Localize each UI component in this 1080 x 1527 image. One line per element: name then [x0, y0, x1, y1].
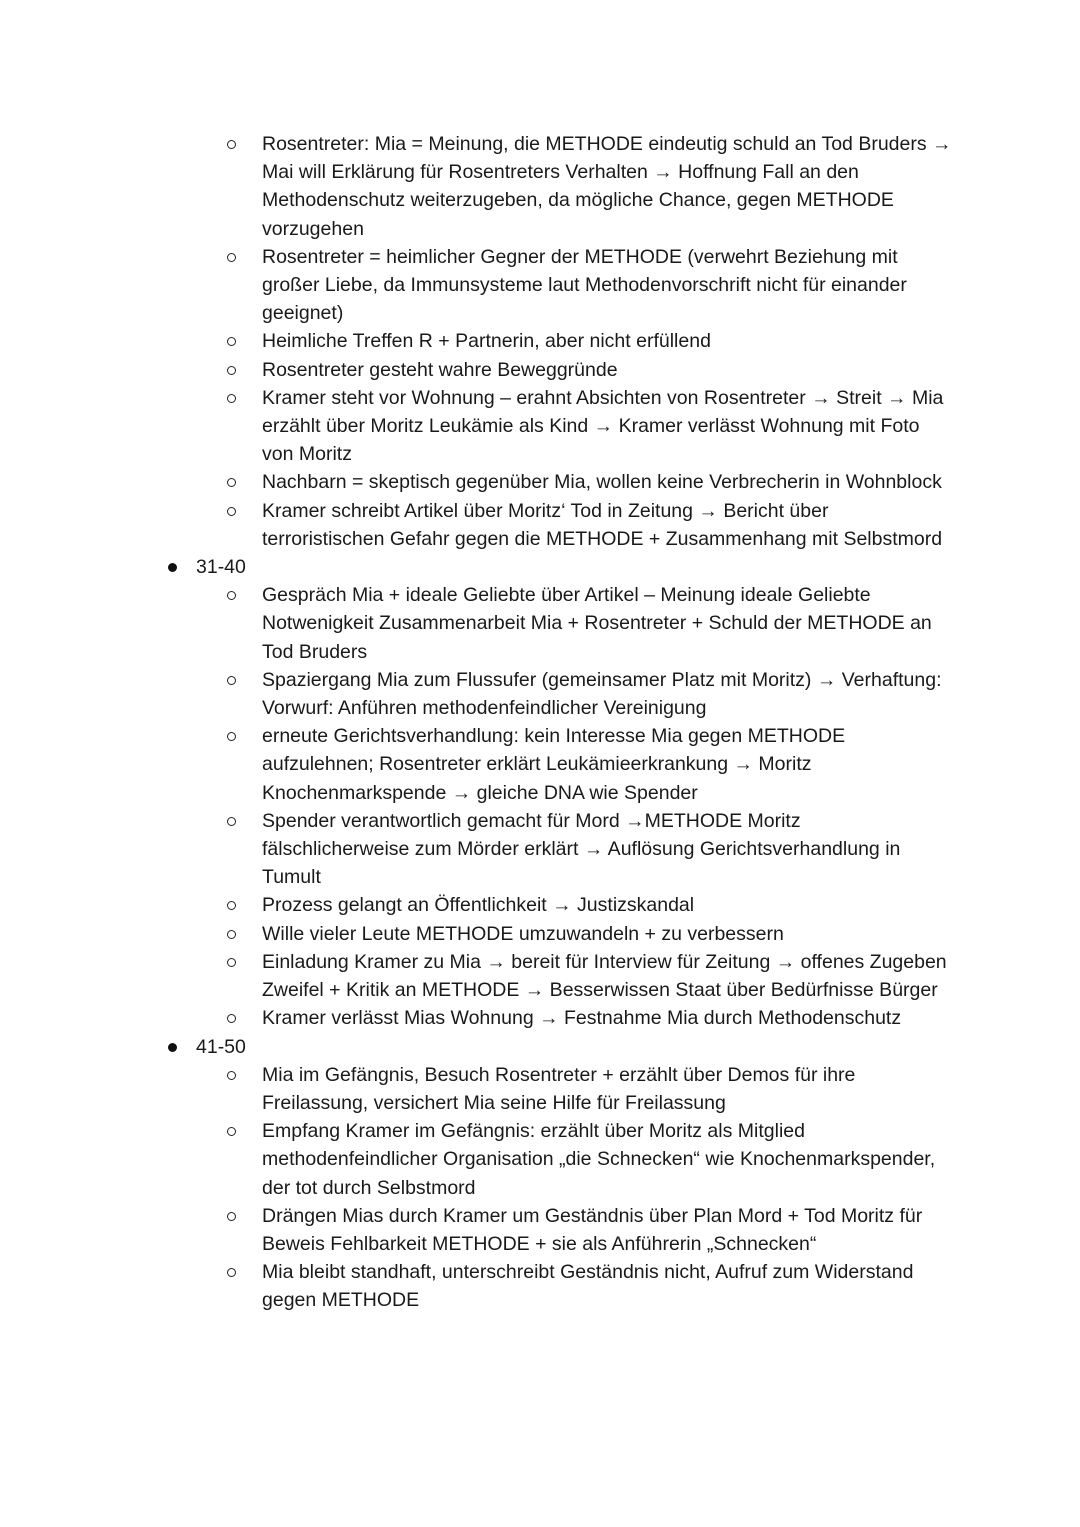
section-heading-31-40: 31-40	[196, 553, 1080, 581]
list-item: Heimliche Treffen R + Partnerin, aber nicht erfüllend	[262, 327, 952, 355]
group-1	[0, 581, 1080, 1032]
list-item: Mia im Gefängnis, Besuch Rosentreter + erzählt über Demos für ihre Freilassung, versichert Mia seine Hilfe für Freilassung	[262, 1061, 952, 1117]
list-item: Spender verantwortlich gemacht für Mord →METHODE Moritz fälschlicherweise zum Mörder erklärt → Auflösung Gerichtsverhandlung in Tumult	[262, 807, 952, 892]
list-item: Rosentreter gesteht wahre Beweggründe	[262, 356, 952, 384]
list-item: Prozess gelangt an Öffentlichkeit → Justizskandal	[262, 891, 952, 919]
list-item: Rosentreter = heimlicher Gegner der METHODE (verwehrt Beziehung mit großer Liebe, da Immunsysteme laut Methodenvorschrift nicht für einander geeignet)	[262, 243, 952, 328]
group-2	[0, 1061, 1080, 1315]
list-item: Drängen Mias durch Kramer um Geständnis über Plan Mord + Tod Moritz für Beweis Fehlbarkeit METHODE + sie als Anführerin „Schnecken“	[262, 1202, 952, 1258]
list-item: Spaziergang Mia zum Flussufer (gemeinsamer Platz mit Moritz) → Verhaftung: Vorwurf: Anführen methodenfeindlicher Vereinigung	[262, 666, 952, 722]
list-item: Kramer verlässt Mias Wohnung → Festnahme Mia durch Methodenschutz	[262, 1004, 952, 1032]
list-item: Rosentreter: Mia = Meinung, die METHODE eindeutig schuld an Tod Bruders → Mai will Erklärung für Rosentreters Verhalten → Hoffnung Fall an den Methodenschutz weiterzugeben, da mögliche Chance, gegen METHODE vorzugehen	[262, 130, 952, 243]
list-item: Wille vieler Leute METHODE umzuwandeln + zu verbessern	[262, 920, 952, 948]
list-item: Kramer steht vor Wohnung – erahnt Absichten von Rosentreter → Streit → Mia erzählt über Moritz Leukämie als Kind → Kramer verlässt Wohnung mit Foto von Moritz	[262, 384, 952, 469]
list-item: Kramer schreibt Artikel über Moritz‘ Tod in Zeitung → Bericht über terroristischen Gefahr gegen die METHODE + Zusammenhang mit Selbstmord	[262, 497, 952, 553]
list-item: Mia bleibt standhaft, unterschreibt Geständnis nicht, Aufruf zum Widerstand gegen METHODE	[262, 1258, 952, 1314]
group-0	[0, 130, 1080, 553]
list-item: Gespräch Mia + ideale Geliebte über Artikel – Meinung ideale Geliebte Notwenigkeit Zusammenarbeit Mia + Rosentreter + Schuld der METHODE an Tod Bruders	[262, 581, 952, 666]
list-item: Nachbarn = skeptisch gegenüber Mia, wollen keine Verbrecherin in Wohnblock	[262, 468, 952, 496]
section-heading-41-50: 41-50	[196, 1033, 1080, 1061]
list-item: Empfang Kramer im Gefängnis: erzählt über Moritz als Mitglied methodenfeindlicher Organisation „die Schnecken“ wie Knochenmarkspender, der tot durch Selbstmord	[262, 1117, 952, 1202]
list-item: erneute Gerichtsverhandlung: kein Interesse Mia gegen METHODE aufzulehnen; Rosentreter erklärt Leukämieerkrankung → Moritz Knochenmarkspende → gleiche DNA wie Spender	[262, 722, 952, 807]
list-item: Einladung Kramer zu Mia → bereit für Interview für Zeitung → offenes Zugeben Zweifel + Kritik an METHODE → Besserwissen Staat über Bedürfnisse Bürger	[262, 948, 952, 1004]
document-page	[0, 130, 1080, 1315]
